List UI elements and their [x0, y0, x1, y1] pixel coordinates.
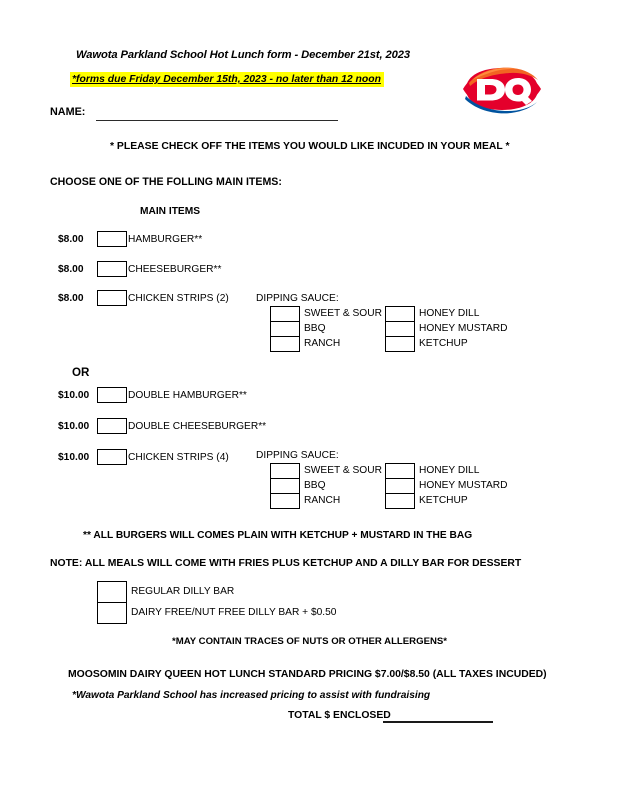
dipping-sauce-1-title: DIPPING SAUCE:	[256, 293, 339, 304]
checkbox-sweet-sour-2[interactable]	[271, 464, 382, 479]
label-sweet-sour-2: SWEET & SOUR	[304, 465, 382, 476]
allergen-note: *MAY CONTAIN TRACES OF NUTS OR OTHER ALLERGENS*	[172, 636, 448, 647]
name-input[interactable]	[96, 120, 338, 121]
checkbox-chicken-strips-2[interactable]	[97, 290, 127, 306]
checkbox-dairy-free-dilly-bar[interactable]	[98, 603, 337, 623]
checkbox-honey-dill-2[interactable]	[386, 464, 480, 479]
label-ketchup-2: KETCHUP	[419, 495, 468, 506]
dipping-sauce-1-left-column	[270, 306, 382, 352]
dipping-sauce-2-left-column	[270, 463, 382, 509]
main-items-heading: MAIN ITEMS	[140, 206, 200, 217]
total-enclosed-input[interactable]	[383, 721, 493, 723]
burger-note: ** ALL BURGERS WILL COMES PLAIN WITH KETCHUP + MUSTARD IN THE BAG	[83, 530, 473, 541]
checkbox-ketchup-2[interactable]	[386, 494, 468, 508]
label-sweet-sour-1: SWEET & SOUR	[304, 308, 382, 319]
checkbox-ranch-2[interactable]	[271, 494, 341, 508]
dairy-queen-logo	[462, 60, 542, 118]
label-ketchup-1: KETCHUP	[419, 338, 468, 349]
price-double-hamburger: $10.00	[58, 390, 90, 401]
dipping-sauce-2-title: DIPPING SAUCE:	[256, 450, 339, 461]
label-cheeseburger: CHEESEBURGER**	[128, 264, 222, 275]
label-dairy-free-dilly-bar: DAIRY FREE/NUT FREE DILLY BAR + $0.50	[131, 607, 337, 618]
label-ranch-2: RANCH	[304, 495, 341, 506]
checkbox-double-hamburger[interactable]	[97, 387, 127, 403]
label-honey-mustard-1: HONEY MUSTARD	[419, 323, 508, 334]
label-double-cheeseburger: DOUBLE CHEESEBURGER**	[128, 421, 267, 432]
checkbox-group	[270, 306, 382, 352]
checkbox-group	[270, 463, 382, 509]
label-honey-dill-2: HONEY DILL	[419, 465, 480, 476]
price-chicken-strips-4: $10.00	[58, 452, 90, 463]
label-bbq-1: BBQ	[304, 323, 326, 334]
checkbox-honey-mustard-1[interactable]	[386, 322, 508, 337]
checkbox-group	[97, 581, 337, 624]
checkbox-group	[385, 306, 508, 352]
check-off-instruction: * PLEASE CHECK OFF THE ITEMS YOU WOULD LIKE INCUDED IN YOUR MEAL *	[110, 141, 510, 152]
checkbox-group	[385, 463, 508, 509]
total-enclosed-label: TOTAL $ ENCLOSED	[288, 710, 391, 721]
form-title: Wawota Parkland School Hot Lunch form - December 21st, 2023	[76, 49, 410, 61]
or-divider: OR	[72, 366, 90, 379]
checkbox-honey-dill-1[interactable]	[386, 307, 480, 322]
fundraising-note: *Wawota Parkland School has increased pricing to assist with fundraising	[72, 690, 431, 701]
label-regular-dilly-bar: REGULAR DILLY BAR	[131, 586, 235, 597]
due-date-notice: *forms due Friday December 15th, 2023 - no later than 12 noon	[70, 72, 384, 87]
label-hamburger: HAMBURGER**	[128, 234, 203, 245]
label-honey-mustard-2: HONEY MUSTARD	[419, 480, 508, 491]
label-double-hamburger: DOUBLE HAMBURGER**	[128, 390, 247, 401]
standard-pricing-note: MOOSOMIN DAIRY QUEEN HOT LUNCH STANDARD PRICING $7.00/$8.50 (ALL TAXES INCUDED)	[68, 669, 547, 680]
checkbox-regular-dilly-bar[interactable]	[98, 582, 235, 603]
checkbox-honey-mustard-2[interactable]	[386, 479, 508, 494]
price-cheeseburger: $8.00	[58, 264, 84, 275]
dessert-options	[97, 581, 337, 624]
checkbox-sweet-sour-1[interactable]	[271, 307, 382, 322]
label-bbq-2: BBQ	[304, 480, 326, 491]
label-chicken-strips-4: CHICKEN STRIPS (4)	[128, 452, 229, 463]
choose-one-heading: CHOOSE ONE OF THE FOLLING MAIN ITEMS:	[50, 176, 282, 188]
label-chicken-strips-2: CHICKEN STRIPS (2)	[128, 293, 229, 304]
label-ranch-1: RANCH	[304, 338, 341, 349]
meals-note: NOTE: ALL MEALS WILL COME WITH FRIES PLUS KETCHUP AND A DILLY BAR FOR DESSERT	[50, 558, 522, 569]
checkbox-double-cheeseburger[interactable]	[97, 418, 127, 434]
name-label: NAME:	[50, 106, 86, 118]
price-hamburger: $8.00	[58, 234, 84, 245]
label-honey-dill-1: HONEY DILL	[419, 308, 480, 319]
dipping-sauce-1-right-column	[385, 306, 508, 352]
dipping-sauce-2-right-column	[385, 463, 508, 509]
checkbox-chicken-strips-4[interactable]	[97, 449, 127, 465]
checkbox-ketchup-1[interactable]	[386, 337, 468, 351]
checkbox-hamburger[interactable]	[97, 231, 127, 247]
price-double-cheeseburger: $10.00	[58, 421, 90, 432]
checkbox-ranch-1[interactable]	[271, 337, 341, 351]
price-chicken-strips-2: $8.00	[58, 293, 84, 304]
checkbox-bbq-2[interactable]	[271, 479, 326, 494]
checkbox-cheeseburger[interactable]	[97, 261, 127, 277]
checkbox-bbq-1[interactable]	[271, 322, 326, 337]
